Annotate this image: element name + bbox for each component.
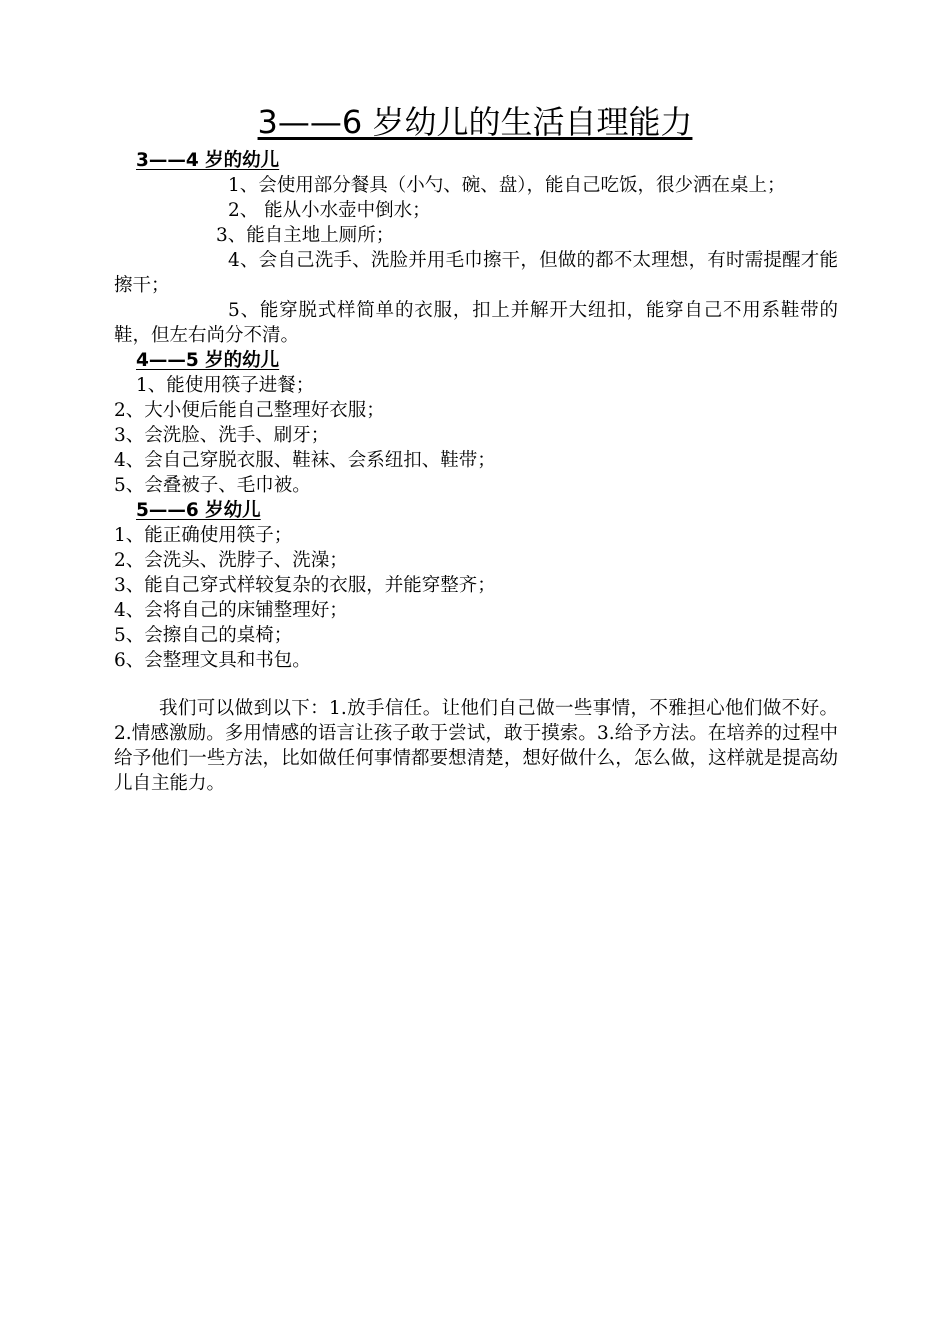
list-item: 3、会洗脸、洗手、刷牙； xyxy=(114,425,330,446)
document-title: 3——6 岁幼儿的生活自理能力 xyxy=(257,103,693,141)
list-item: 2、大小便后能自己整理好衣服； xyxy=(114,400,385,421)
list-item: 1、会使用部分餐具（小勺、碗、盘），能自己吃饭，很少洒在桌上； xyxy=(228,175,786,196)
section-heading-4-5: 4——5 岁的幼儿 xyxy=(136,350,280,371)
section-heading-3-4: 3——4 岁的幼儿 xyxy=(136,150,280,171)
conclusion-paragraph: 我们可以做到以下：1.放手信任。让他们自己做一些事情，不雅担心他们做不好。2.情感激励。多用情感的语言让孩子敢于尝试，敢于摸索。3.给予方法。在培养的过程中给予他们一些方法，比如做任何事情都要想清楚，想好做什么，怎么做，这样就是提高幼儿自主能力。 xyxy=(114,698,838,794)
list-item: 6、会整理文具和书包。 xyxy=(114,650,311,671)
list-item: 3、能自主地上厕所； xyxy=(216,225,395,246)
list-item: 4、会将自己的床铺整理好； xyxy=(114,600,348,621)
list-item: 5、会叠被子、毛巾被。 xyxy=(114,475,311,496)
list-item: 1、能使用筷子进餐； xyxy=(136,375,315,396)
list-item: 4、会自己穿脱衣服、鞋袜、会系纽扣、鞋带； xyxy=(114,450,496,471)
section-heading-5-6: 5——6 岁幼儿 xyxy=(136,500,261,521)
list-item: 4、会自己洗手、洗脸并用毛巾擦干，但做的都不太理想，有时需提醒才能擦干； xyxy=(114,250,838,296)
list-item: 3、能自己穿式样较复杂的衣服，并能穿整齐； xyxy=(114,575,496,596)
list-item: 5、能穿脱式样简单的衣服，扣上并解开大纽扣，能穿自己不用系鞋带的鞋，但左右尚分不清。 xyxy=(114,300,838,346)
list-item: 2、会洗头、洗脖子、洗澡； xyxy=(114,550,348,571)
list-item: 2、 能从小水壶中倒水； xyxy=(228,200,431,221)
list-item: 1、能正确使用筷子； xyxy=(114,525,293,546)
list-item: 5、会擦自己的桌椅； xyxy=(114,625,293,646)
